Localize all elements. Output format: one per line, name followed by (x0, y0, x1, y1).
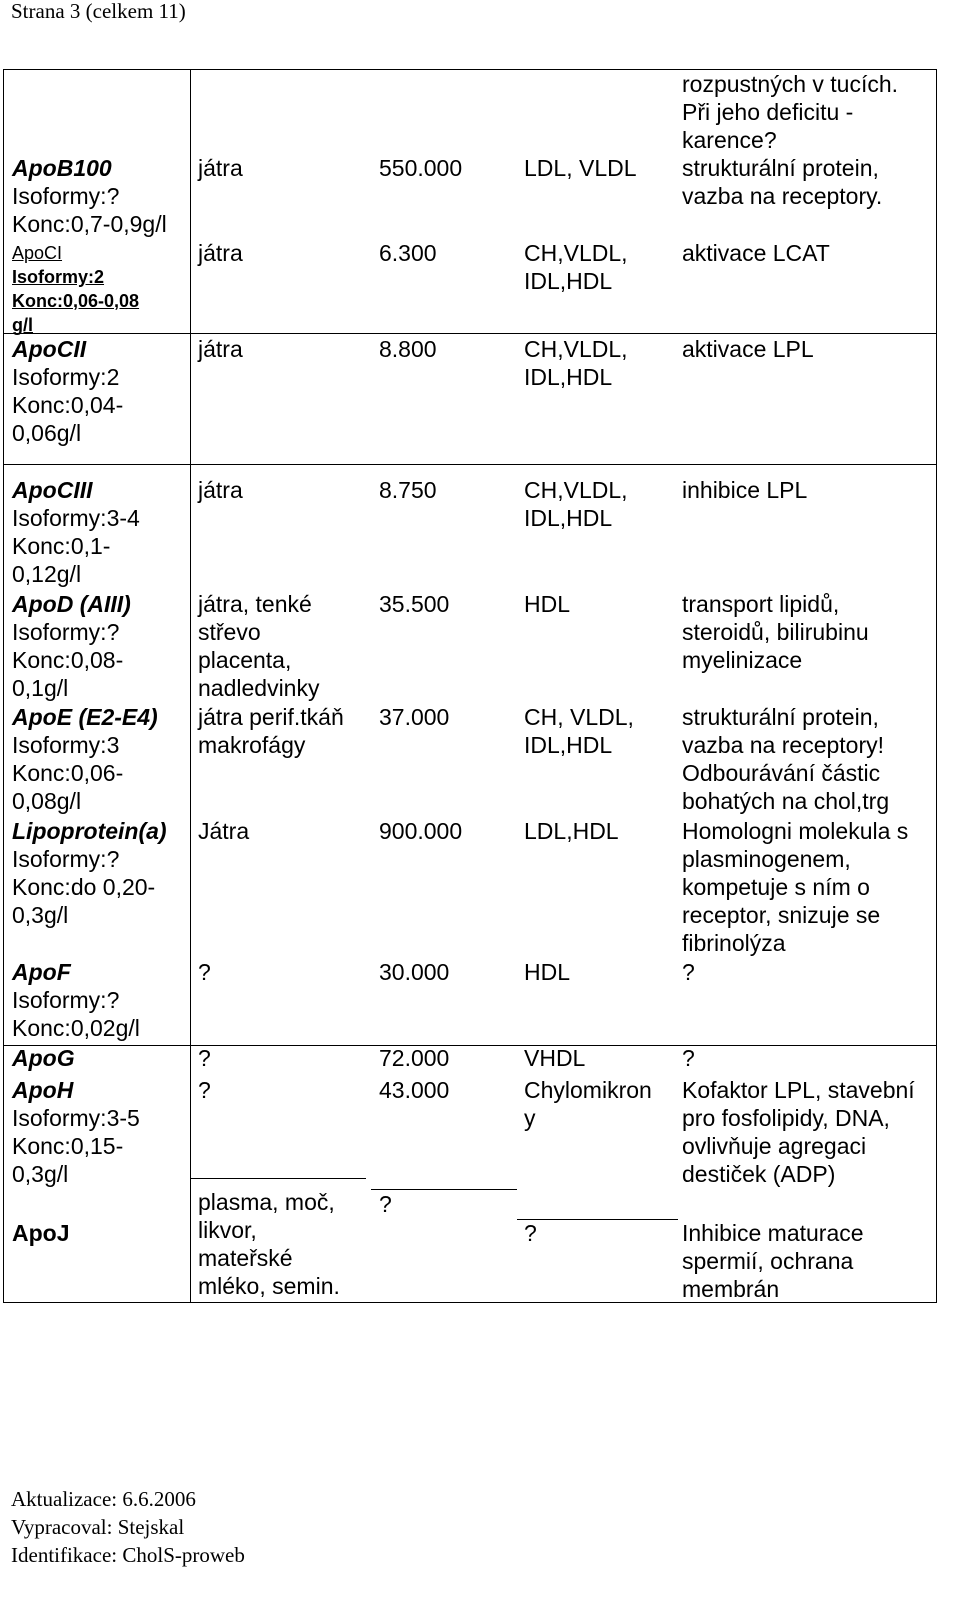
page-footer (11, 1485, 245, 1569)
partial-divider (371, 1189, 517, 1190)
row-apod-lipoprotein: HDL (524, 591, 571, 617)
row-apoe-mw: 37.000 (379, 704, 450, 730)
row-apog-lipoprotein: VHDL (524, 1045, 586, 1071)
row-apoh-source: ? (198, 1077, 211, 1103)
partial-divider (190, 1178, 366, 1179)
row-apocii-mw: 8.800 (379, 336, 437, 362)
row-apog-function: ? (682, 1045, 695, 1071)
column-divider (190, 70, 191, 1302)
row-apoe-function: strukturální protein, vazba na receptory! Odbourávání částic bohatých na chol,trg (682, 704, 890, 814)
partial-divider (517, 1219, 678, 1220)
row-apoj-lipoprotein: ? (524, 1220, 537, 1246)
row-apociii-source: játra (198, 477, 243, 503)
row-apoe-name: ApoE (E2-E4) Isoformy:3 Konc:0,06- 0,08g/l (12, 704, 158, 814)
row-apocii-source: játra (198, 336, 243, 362)
row-lpa-name: Lipoprotein(a) Isoformy:? Konc:do 0,20- 0,3g/l (12, 818, 167, 928)
row-apoci-source: játra (198, 240, 243, 266)
row-apob100-source: játra (198, 155, 243, 181)
row-apod-source: játra, tenké střevo placenta, nadledvinky (198, 591, 320, 701)
row-divider (4, 1045, 936, 1046)
row-apoci-mw: 6.300 (379, 240, 437, 266)
row-apoh-function: Kofaktor LPL, stavební pro fosfolipidy, DNA, ovlivňuje agregaci destiček (ADP) (682, 1077, 915, 1187)
row-divider (4, 333, 936, 334)
row-apoci-name: ApoCI Isoformy:2 Konc:0,06-0,08 g/l (12, 243, 140, 335)
row-apoh-name: ApoH Isoformy:3-5 Konc:0,15- 0,3g/l (12, 1077, 140, 1187)
row-apoj-source: plasma, moč, likvor, mateřské mléko, semin. (198, 1189, 340, 1299)
row-apob100-lipoprotein: LDL, VLDL (524, 155, 637, 181)
apolipoprotein-table (3, 69, 937, 1303)
row-divider (4, 464, 936, 465)
row-apof-mw: 30.000 (379, 959, 450, 985)
row-apoj-function: Inhibice maturace spermií, ochrana membrán (682, 1220, 864, 1302)
row-apob100-mw: 550.000 (379, 155, 463, 181)
row-apociii-lipoprotein: CH,VLDL, IDL,HDL (524, 477, 628, 531)
row-lpa-mw: 900.000 (379, 818, 463, 844)
row-apoj-mw: ? (379, 1191, 392, 1217)
row-apoci-lipoprotein: CH,VLDL, IDL,HDL (524, 240, 628, 294)
row-apod-mw: 35.500 (379, 591, 450, 617)
row-apog-name: ApoG (12, 1045, 75, 1071)
row-apocii-lipoprotein: CH,VLDL, IDL,HDL (524, 336, 628, 390)
row-apoe-source: játra perif.tkáň makrofágy (198, 704, 344, 758)
row-apoh-mw: 43.000 (379, 1077, 450, 1103)
footer-author: Vypracoval: Stejskal (11, 1515, 185, 1539)
row-lpa-function: Homologni molekula s plasminogenem, kompetuje s ním o receptor, snizuje se fibrinolýza (682, 818, 909, 956)
row-apocii-function: aktivace LPL (682, 336, 814, 362)
page-header: Strana 3 (celkem 11) (11, 0, 186, 23)
row-apod-function: transport lipidů, steroidů, bilirubinu myelinizace (682, 591, 869, 673)
row-apod-name: ApoD (AIII) Isoformy:? Konc:0,08- 0,1g/l (12, 591, 131, 701)
row-apog-source: ? (198, 1045, 211, 1071)
row-apoj-name: ApoJ (12, 1220, 70, 1246)
row-apob100-name: ApoB100 Isoformy:? Konc:0,7-0,9g/l (12, 155, 167, 237)
row-lpa-lipoprotein: LDL,HDL (524, 818, 619, 844)
row-apoci-function: aktivace LCAT (682, 240, 830, 266)
row-apof-function: ? (682, 959, 695, 985)
row-apociii-function: inhibice LPL (682, 477, 808, 503)
row-apociii-mw: 8.750 (379, 477, 437, 503)
footer-updated: Aktualizace: 6.6.2006 (11, 1487, 196, 1511)
row-apoh-lipoprotein: Chylomikron y (524, 1077, 652, 1131)
row-apoe-lipoprotein: CH, VLDL, IDL,HDL (524, 704, 634, 758)
row-apof-lipoprotein: HDL (524, 959, 571, 985)
row-apof-name: ApoF Isoformy:? Konc:0,02g/l (12, 959, 140, 1041)
row-intro-function: rozpustných v tucích. Při jeho deficitu - karence? (682, 71, 899, 153)
row-apocii-name: ApoCII Isoformy:2 Konc:0,04- 0,06g/l (12, 336, 124, 446)
row-apog-mw: 72.000 (379, 1045, 450, 1071)
row-apof-source: ? (198, 959, 211, 985)
row-apob100-function: strukturální protein, vazba na receptory. (682, 155, 883, 209)
footer-identification: Identifikace: CholS-proweb (11, 1543, 245, 1567)
row-lpa-source: Játra (198, 818, 250, 844)
row-apociii-name: ApoCIII Isoformy:3-4 Konc:0,1- 0,12g/l (12, 477, 140, 587)
